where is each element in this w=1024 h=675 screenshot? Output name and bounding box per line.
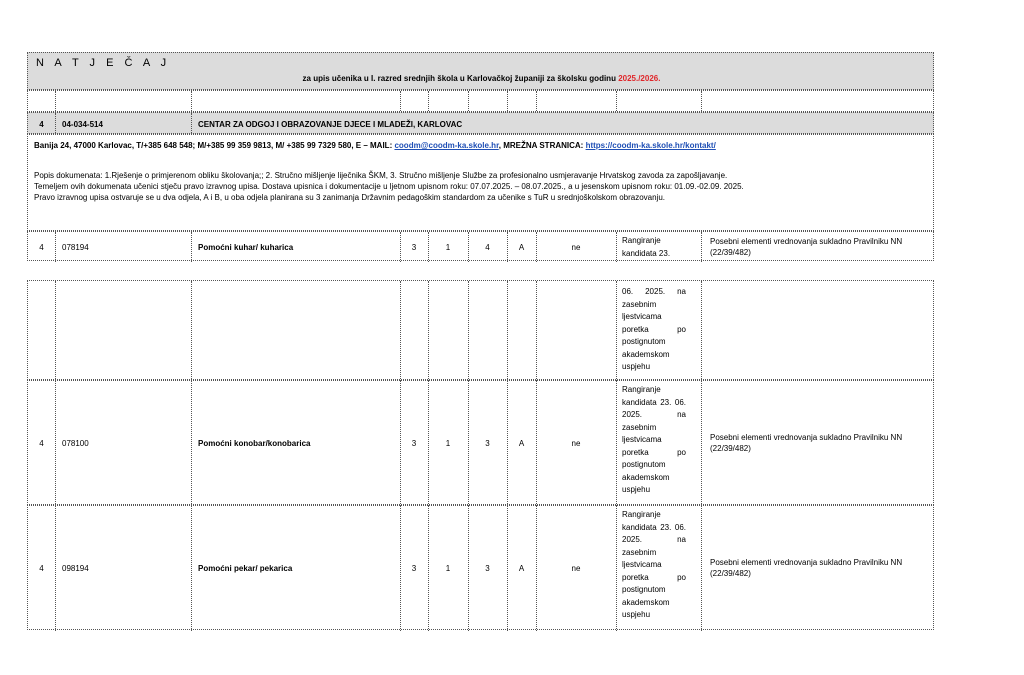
program-classes: 1	[445, 564, 451, 573]
program-extra: ne	[571, 564, 581, 573]
email-link[interactable]: coodm@coodm-ka.skole.hr	[394, 141, 499, 150]
program-extra: ne	[571, 439, 581, 448]
program-duration: 3	[411, 439, 417, 448]
program-code: 078194	[62, 242, 89, 252]
program-duration: 3	[411, 242, 417, 252]
program-ranking-continued: 06. 2025. na zasebnim ljestvicama poretka po postignutom akademskom uspjehu	[622, 287, 686, 371]
table-row	[27, 231, 934, 261]
school-code: 04-034-514	[62, 119, 103, 129]
enrollment-notes	[28, 167, 935, 206]
note-deadlines: Temeljem ovih dokumenata učenici stječu pravo izravnog upisa. Dostava upisnica i dokumentacije u ljetnom upisnom roku: 07.07.2025. – 08.07.2025., a u jesenskom upisnom roku: 01.09.-02.09. 2025.	[34, 182, 744, 191]
header-band	[27, 52, 934, 90]
note-departments: Pravo izravnog upisa ostvaruje se u dva odjela, A i B, u oba odjela planirana su 3 zanimanja Državnim pedagoškim standardom za učenike s TuR u srednjoškolskom obrazovanju.	[34, 193, 666, 202]
program-name: Pomoćni pekar/ pekarica	[198, 564, 293, 573]
school-county-code: 4	[39, 119, 44, 129]
program-criteria: Posebni elementi vrednovanja sukladno Pravilniku NN (22/39/482)	[710, 433, 903, 453]
program-county: 4	[39, 564, 44, 573]
program-extra: ne	[571, 242, 581, 252]
program-department: A	[518, 564, 525, 573]
program-students: 3	[485, 439, 490, 448]
web-label: , MREŽNA STRANICA:	[498, 141, 584, 150]
table-row	[27, 380, 934, 505]
school-name: CENTAR ZA ODGOJ I OBRAZOVANJE DJECE I MLADEŽI, KARLOVAC	[198, 119, 463, 129]
document-title: N A T J E Č A J	[36, 57, 171, 69]
program-classes: 1	[445, 242, 451, 252]
program-code: 078100	[62, 439, 89, 448]
program-criteria: Posebni elementi vrednovanja sukladno Pravilniku NN (22/39/482)	[710, 558, 903, 578]
program-students: 4	[485, 242, 490, 252]
website-link[interactable]: https://coodm-ka.skole.hr/kontakt/	[585, 141, 716, 150]
empty-grid-row	[27, 90, 934, 112]
school-year: 2025./2026.	[618, 74, 661, 83]
program-department: A	[518, 439, 525, 448]
program-ranking: Rangiranje kandidata 23. 06. 2025. na zasebnim ljestvicama poretka po postignutom akademskom uspjehu	[622, 510, 686, 619]
program-name: Pomoćni konobar/konobarica	[198, 439, 311, 448]
program-students: 3	[485, 564, 490, 573]
program-name: Pomoćni kuhar/ kuharica	[198, 242, 294, 252]
program-county: 4	[39, 439, 44, 448]
subtitle-text: za upis učenika u I. razred srednjih škola u Karlovačkoj županiji za školsku godinu	[302, 74, 616, 83]
contact-line	[28, 137, 935, 154]
program-ranking: Rangiranje kandidata 23.	[622, 236, 671, 258]
program-county: 4	[39, 242, 44, 252]
program-criteria: Posebni elementi vrednovanja sukladno Pravilniku NN (22/39/482)	[710, 237, 903, 257]
table-row	[27, 505, 934, 630]
table-row-continuation	[27, 280, 934, 380]
program-classes: 1	[445, 439, 451, 448]
document-subtitle	[28, 74, 935, 83]
program-ranking: Rangiranje kandidata 23. 06. 2025. na zasebnim ljestvicama poretka po postignutom akademskom uspjehu	[622, 385, 686, 494]
program-duration: 3	[411, 564, 417, 573]
note-documents: Popis dokumenata: 1.Rješenje o primjerenom obliku školovanja;; 2. Stručno mišljenje liječnika ŠKM, 3. Stručno mišljenje Službe za profesionalno usmjeravanje Hrvatskog zavoda za zapošljavanje.	[34, 171, 728, 180]
contact-address: Banija 24, 47000 Karlovac, T/+385 648 548; M/+385 99 359 9813, M/ +385 99 7329 580, E – MAIL:	[34, 141, 393, 150]
program-code: 098194	[62, 564, 89, 573]
school-info-block	[27, 134, 934, 231]
school-row	[27, 112, 934, 134]
program-department: A	[518, 242, 525, 252]
